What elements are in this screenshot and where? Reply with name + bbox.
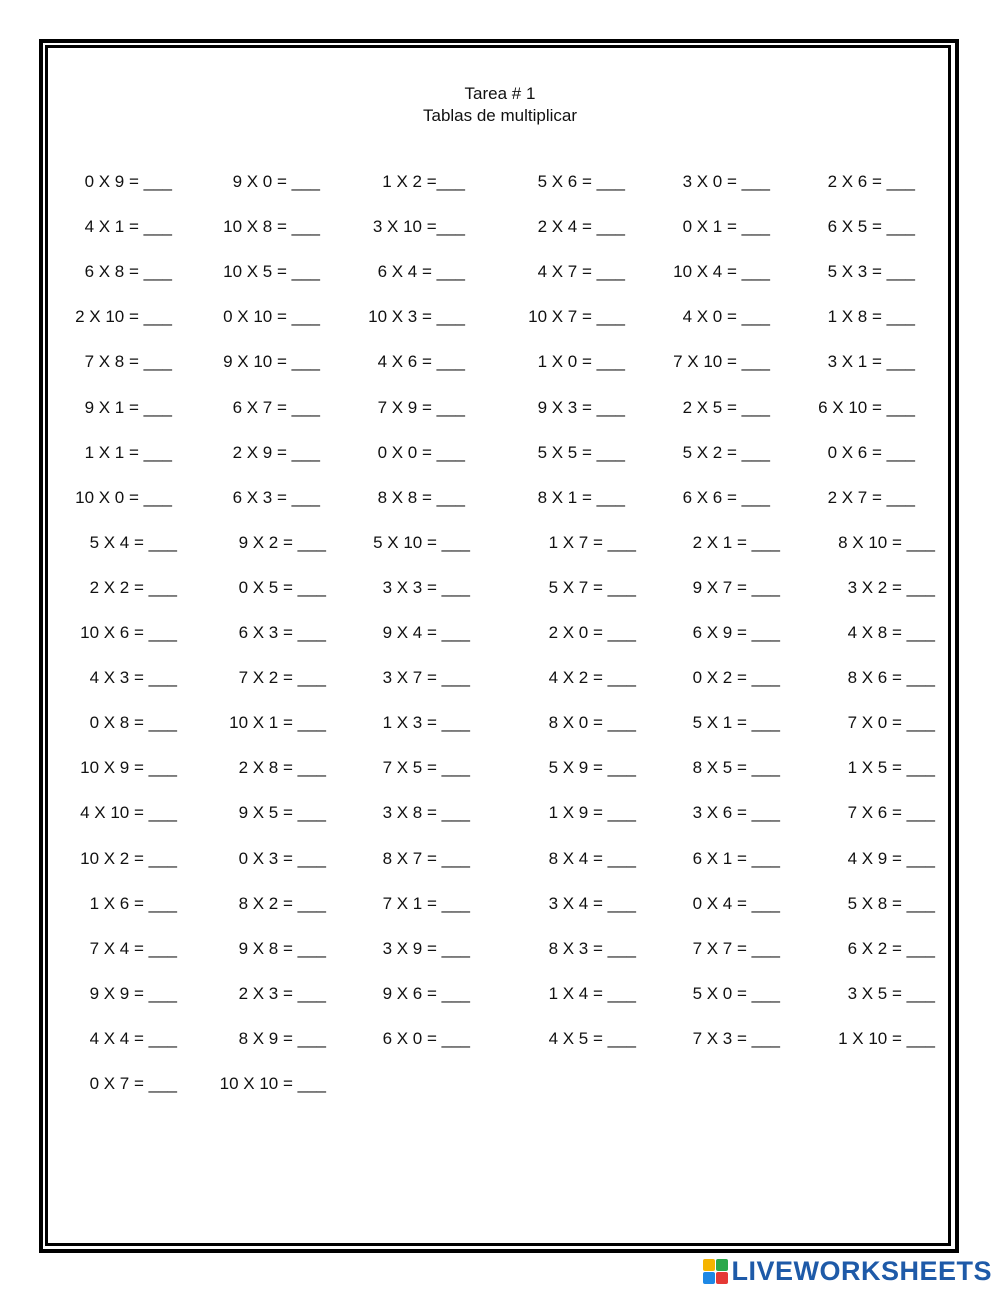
multiplication-problem[interactable]: 6 X 3 = ___ [232,487,320,507]
multiplication-problem[interactable]: 3 X 4 = ___ [548,893,636,913]
multiplication-problem[interactable]: 10 X 4 = ___ [673,262,770,282]
multiplication-problem[interactable]: 9 X 8 = ___ [238,938,326,958]
multiplication-problem[interactable]: 7 X 5 = ___ [382,758,470,778]
multiplication-problem[interactable]: 2 X 0 = ___ [548,623,636,642]
multiplication-problem[interactable]: 2 X 1 = ___ [692,532,780,552]
multiplication-problem[interactable]: 6 X 8 = ___ [84,262,172,282]
multiplication-problem[interactable]: 5 X 2 = ___ [682,442,770,462]
multiplication-problem[interactable]: 3 X 3 = ___ [382,577,470,597]
multiplication-problem[interactable]: 6 X 7 = ___ [232,397,320,417]
logo-square-4 [716,1272,728,1284]
multiplication-problem[interactable]: 7 X 7 = ___ [692,938,780,958]
multiplication-problem[interactable]: 9 X 5 = ___ [238,803,326,823]
multiplication-problem[interactable]: 1 X 7 = ___ [548,532,636,552]
liveworksheets-brand [703,1256,992,1286]
multiplication-problem[interactable]: 9 X 9 = ___ [89,983,177,1003]
multiplication-problem[interactable]: 9 X 6 = ___ [382,983,470,1003]
multiplication-problem[interactable]: 0 X 9 = ___ [84,172,172,191]
multiplication-problem[interactable]: 10 X 9 = ___ [80,758,177,778]
multiplication-problem[interactable]: 1 X 2 =___ [382,172,465,191]
multiplication-problem[interactable]: 9 X 10 = ___ [223,352,320,372]
multiplication-problem[interactable]: 8 X 8 = ___ [377,487,465,507]
multiplication-problem[interactable]: 1 X 9 = ___ [548,803,636,823]
multiplication-problem[interactable]: 5 X 4 = ___ [89,532,177,552]
multiplication-problem[interactable]: 0 X 6 = ___ [827,442,915,462]
multiplication-problem[interactable]: 4 X 0 = ___ [682,307,770,327]
multiplication-problem[interactable]: 4 X 10 = ___ [80,803,177,823]
logo-square-3 [703,1272,715,1284]
multiplication-problem[interactable]: 10 X 7 = ___ [528,307,625,327]
multiplication-problem[interactable]: 10 X 2 = ___ [80,848,177,868]
brand-text: LIVEWORKSHEETS [731,1255,992,1286]
multiplication-problem[interactable]: 7 X 9 = ___ [377,397,465,417]
multiplication-problem[interactable]: 5 X 7 = ___ [548,577,636,597]
multiplication-problem[interactable]: 10 X 1 = ___ [229,713,326,733]
multiplication-problem[interactable]: 0 X 3 = ___ [238,848,326,868]
multiplication-problem[interactable]: 6 X 4 = ___ [377,262,465,282]
multiplication-problem[interactable]: 10 X 5 = ___ [223,262,320,282]
multiplication-problem[interactable]: 7 X 0 = ___ [847,713,935,733]
multiplication-problem[interactable]: 9 X 4 = ___ [382,623,470,642]
multiplication-problem[interactable]: 8 X 4 = ___ [548,848,636,868]
multiplication-problem[interactable]: 4 X 3 = ___ [89,668,177,688]
multiplication-problem[interactable]: 7 X 4 = ___ [89,938,177,958]
multiplication-problem[interactable]: 1 X 6 = ___ [89,893,177,913]
multiplication-problem[interactable]: 2 X 3 = ___ [238,983,326,1003]
multiplication-problem[interactable]: 8 X 10 = ___ [838,532,935,552]
multiplication-problem[interactable]: 6 X 1 = ___ [692,848,780,868]
multiplication-problem[interactable]: 8 X 5 = ___ [692,758,780,778]
multiplication-problem[interactable]: 2 X 9 = ___ [232,442,320,462]
multiplication-problem[interactable]: 1 X 8 = ___ [827,307,915,327]
multiplication-problem[interactable]: 2 X 6 = ___ [827,172,915,191]
multiplication-problem[interactable]: 4 X 7 = ___ [537,262,625,282]
multiplication-problem[interactable]: 10 X 0 = ___ [75,487,172,507]
worksheet-title: Tarea # 1 [464,84,536,103]
multiplication-problem[interactable]: 7 X 8 = ___ [84,352,172,372]
multiplication-problem[interactable]: 4 X 2 = ___ [548,668,636,688]
multiplication-problem[interactable]: 7 X 2 = ___ [238,668,326,688]
logo-square-2 [716,1259,728,1271]
multiplication-problem[interactable]: 1 X 3 = ___ [382,713,470,733]
multiplication-problem[interactable]: 0 X 7 = ___ [89,1074,177,1093]
multiplication-problem[interactable]: 6 X 9 = ___ [692,623,780,642]
multiplication-problem[interactable]: 0 X 10 = ___ [223,307,320,327]
multiplication-problem[interactable]: 3 X 7 = ___ [382,668,470,688]
multiplication-problem[interactable]: 6 X 2 = ___ [847,938,935,958]
logo-square-1 [703,1259,715,1271]
multiplication-problem[interactable]: 9 X 7 = ___ [692,577,780,597]
multiplication-problem[interactable]: 1 X 1 = ___ [84,442,172,462]
multiplication-problem[interactable]: 8 X 1 = ___ [537,487,625,507]
multiplication-problem[interactable]: 4 X 5 = ___ [548,1028,636,1048]
multiplication-problem[interactable]: 7 X 3 = ___ [692,1028,780,1048]
worksheet-subtitle: Tablas de multiplicar [422,106,577,125]
multiplication-problem[interactable]: 0 X 4 = ___ [692,893,780,913]
multiplication-problem[interactable]: 4 X 9 = ___ [847,848,935,868]
multiplication-problem[interactable]: 10 X 8 = ___ [223,217,320,237]
multiplication-problem[interactable]: 3 X 2 = ___ [847,577,935,597]
multiplication-problem[interactable]: 10 X 6 = ___ [80,623,177,642]
multiplication-problem[interactable]: 7 X 1 = ___ [382,893,470,913]
multiplication-problem[interactable]: 8 X 0 = ___ [548,713,636,733]
multiplication-problem[interactable]: 5 X 3 = ___ [827,262,915,282]
multiplication-problem[interactable]: 5 X 6 = ___ [537,172,625,191]
multiplication-problem[interactable]: 3 X 5 = ___ [847,983,935,1003]
multiplication-problem[interactable]: 5 X 1 = ___ [692,713,780,733]
multiplication-problem[interactable]: 4 X 1 = ___ [84,217,172,237]
multiplication-problem[interactable]: 5 X 10 = ___ [373,532,470,552]
multiplication-problem[interactable]: 6 X 0 = ___ [382,1028,470,1048]
multiplication-problem[interactable]: 3 X 6 = ___ [692,803,780,823]
multiplication-problem[interactable]: 3 X 9 = ___ [382,938,470,958]
multiplication-problem[interactable]: 0 X 2 = ___ [692,668,780,688]
multiplication-problem[interactable]: 0 X 0 = ___ [377,442,465,462]
multiplication-problem[interactable]: 6 X 3 = ___ [238,623,326,642]
multiplication-problem[interactable]: 9 X 3 = ___ [537,397,625,417]
multiplication-problem[interactable]: 1 X 4 = ___ [548,983,636,1003]
multiplication-problem[interactable]: 9 X 0 = ___ [232,172,320,191]
multiplication-problem[interactable]: 4 X 4 = ___ [89,1028,177,1048]
multiplication-problem[interactable]: 7 X 6 = ___ [847,803,935,823]
multiplication-problem[interactable]: 3 X 1 = ___ [827,352,915,372]
multiplication-problem[interactable]: 9 X 2 = ___ [238,532,326,552]
multiplication-problem[interactable]: 6 X 5 = ___ [827,217,915,237]
multiplication-problem[interactable]: 9 X 1 = ___ [84,397,172,417]
multiplication-problem[interactable]: 8 X 6 = ___ [847,668,935,688]
multiplication-problem[interactable]: 6 X 10 = ___ [818,397,915,417]
multiplication-problem[interactable]: 5 X 0 = ___ [692,983,780,1003]
multiplication-problem[interactable]: 1 X 5 = ___ [847,758,935,778]
multiplication-problem[interactable]: 5 X 9 = ___ [548,758,636,778]
multiplication-problem[interactable]: 5 X 8 = ___ [847,893,935,913]
multiplication-problem[interactable]: 8 X 9 = ___ [238,1028,326,1048]
multiplication-problem[interactable]: 6 X 6 = ___ [682,487,770,507]
multiplication-problem[interactable]: 2 X 10 = ___ [75,307,172,327]
multiplication-problem[interactable]: 10 X 10 = ___ [219,1074,326,1093]
multiplication-problem[interactable]: 8 X 3 = ___ [548,938,636,958]
multiplication-problem[interactable]: 7 X 10 = ___ [673,352,770,372]
multiplication-problem[interactable]: 5 X 5 = ___ [537,442,625,462]
multiplication-problem[interactable]: 3 X 8 = ___ [382,803,470,823]
multiplication-problem[interactable]: 0 X 8 = ___ [89,713,177,733]
multiplication-problem[interactable]: 0 X 5 = ___ [238,577,326,597]
multiplication-problem[interactable]: 1 X 0 = ___ [537,352,625,372]
multiplication-problem[interactable]: 2 X 5 = ___ [682,397,770,417]
multiplication-problem[interactable]: 2 X 4 = ___ [537,217,625,237]
multiplication-problem[interactable]: 3 X 10 =___ [372,217,465,237]
multiplication-problem[interactable]: 1 X 10 = ___ [838,1028,935,1048]
multiplication-problem[interactable]: 8 X 2 = ___ [238,893,326,913]
multiplication-problem[interactable]: 0 X 1 = ___ [682,217,770,237]
multiplication-problem[interactable]: 4 X 6 = ___ [377,352,465,372]
liveworksheets-logo-icon [703,1259,728,1284]
multiplication-problem[interactable]: 8 X 7 = ___ [382,848,470,868]
multiplication-problem[interactable]: 2 X 8 = ___ [238,758,326,778]
multiplication-problem[interactable]: 10 X 3 = ___ [368,307,465,327]
multiplication-problem[interactable]: 2 X 2 = ___ [89,577,177,597]
multiplication-problem[interactable]: 2 X 7 = ___ [827,487,915,507]
multiplication-problem[interactable]: 4 X 8 = ___ [847,623,935,642]
multiplication-problem[interactable]: 3 X 0 = ___ [682,172,770,191]
